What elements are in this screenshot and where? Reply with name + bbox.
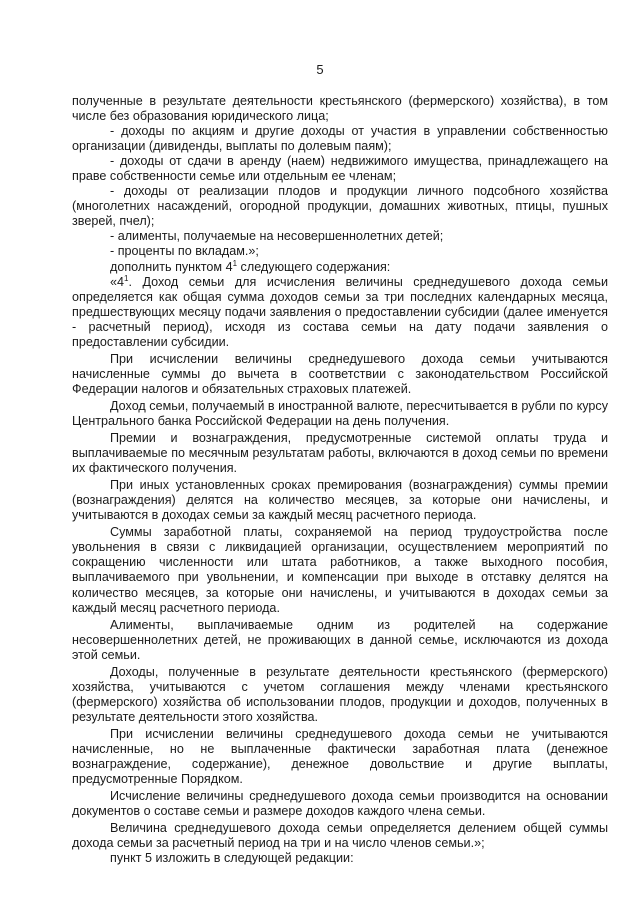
superscript: 1 — [232, 258, 238, 268]
amendment-intro-text: дополнить пунктом 4 — [110, 259, 233, 274]
list-item-dividends: - доходы по акциям и другие доходы от участия в управлении собственностью организации (дивиденды, выплаты по долевым паям); — [72, 124, 608, 154]
paragraph-accrued-sums: При исчислении величины среднедушевого дохода семьи учитываются начисленные суммы до вычета в соответствии с законодательством Российской Федерации налогов и обязательных страховых платежей. — [72, 351, 608, 396]
paragraph-bonuses: Премии и вознаграждения, предусмотренные системой оплаты труда и выплачиваемые по месячным результатам работы, включаются в доход семьи по времени их фактического получения. — [72, 431, 608, 476]
amendment-intro-tail: следующего содержания: — [237, 259, 391, 274]
document-body — [72, 94, 608, 866]
amendment-intro — [72, 260, 608, 275]
page-number: 5 — [316, 62, 324, 77]
superscript: 1 — [124, 273, 129, 283]
list-item-farm-produce: - доходы от реализации плодов и продукции личного подсобного хозяйства (многолетних насаждений, огородной продукции, домашних животных, птицы, пушных зверей, пчел); — [72, 184, 608, 229]
clause-text: . Доход семьи для исчисления величины среднедушевого дохода семьи определяется как общая сумма доходов семьи за три последних календарных месяца, предшествующих месяцу подачи заявления о предоставлении субсидии (далее именуется - расчетный период), исходя из состава семьи на дату подачи заявления о предоставлении субсидии. — [72, 274, 608, 349]
paragraph-average-income-formula: Величина среднедушевого дохода семьи определяется делением общей суммы дохода семьи за расчетный период на три и на число членов семьи.»; — [72, 821, 608, 851]
paragraph-alimony-paid: Алименты, выплачиваемые одним из родителей на содержание несовершеннолетних детей, не проживающих в данной семье, исключаются из дохода этой семьи. — [72, 617, 608, 662]
list-item-alimony: - алименты, получаемые на несовершеннолетних детей; — [110, 229, 444, 244]
paragraph-foreign-currency: Доход семьи, получаемый в иностранной валюте, пересчитывается в рубли по курсу Центрального банка Российской Федерации на день получения. — [72, 398, 608, 428]
clause-number: «4 — [110, 274, 125, 289]
paragraph-farm-income: Доходы, полученные в результате деятельности крестьянского (фермерского) хозяйства, учитываются с учетом соглашения между членами крестьянского (фермерского) хозяйства об использовании плодов, продукции и доходов, полученных в результате деятельности этого хозяйства. — [72, 664, 608, 724]
paragraph-clause-5-intro: пункт 5 изложить в следующей редакции: — [110, 851, 354, 866]
paragraph-continuation: полученные в результате деятельности крестьянского (фермерского) хозяйства), в том числе без образования юридического лица; — [72, 94, 608, 124]
paragraph-other-bonus-terms: При иных установленных сроках премирования (вознаграждения) суммы премии (вознаграждения) делятся на количество месяцев, за которые они начислены, и учитываются в доходах семьи за каждый месяц расчетного периода. — [72, 478, 608, 523]
paragraph-calculation-basis: Исчисление величины среднедушевого дохода семьи производится на основании документов о составе семьи и размере доходов каждого члена семьи. — [72, 789, 608, 819]
list-item-deposit-interest: - проценты по вкладам.»; — [110, 244, 259, 259]
paragraph-severance: Суммы заработной платы, сохраняемой на период трудоустройства после увольнения в связи с ликвидацией организации, осуществлением мероприятий по сокращению численности или штата работников, а также выходного пособия, выплачиваемого при увольнении, и компенсации при выходе в отставку делятся на количество месяцев, за которые они начислены, и учитываются в доходах семьи за каждый месяц расчетного периода. — [72, 525, 608, 615]
clause-4-1 — [72, 275, 608, 350]
paragraph-unpaid-wages: При исчислении величины среднедушевого дохода семьи не учитываются начисленные, но не выплаченные фактически заработная плата (денежное вознаграждение, содержание), денежное довольствие и другие выплаты, предусмотренные Порядком. — [72, 726, 608, 787]
list-item-rent-income: - доходы от сдачи в аренду (наем) недвижимого имущества, принадлежащего на праве собственности семье или отдельным ее членам; — [72, 154, 608, 184]
